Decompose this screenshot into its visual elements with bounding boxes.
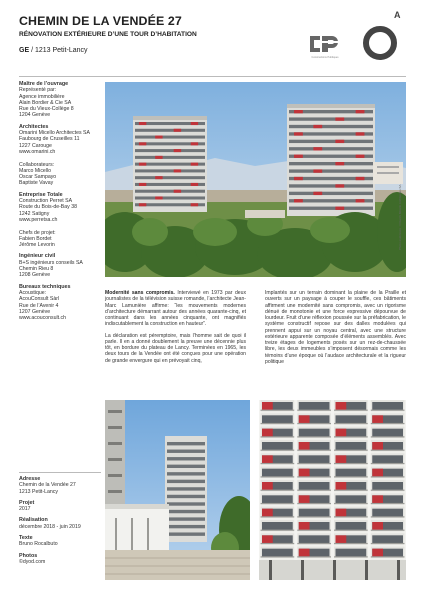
footer-heading: Adresse bbox=[19, 476, 41, 482]
constructions-publiques-logo bbox=[308, 32, 342, 62]
sidebar-block bbox=[19, 284, 101, 322]
sidebar-heading: Entreprise Totale bbox=[19, 191, 63, 198]
paragraph: Implantés sur un terrain dominant la plaine de la Praille et ouverts sur un paysage à couper le souffle, ces bâtiments affirment une modernité sans compromis, avec un rigorisme dénué de monotonie et une force expressive dépourvue de lourdeur. Fruit d’une réflexion poussée sur la préfabrication, le système constructif repose sur des dalles modulées qui prennent appui sur un noyau central, avec une structure extérieure apparente composée d’éléments assemblés. Avec treize étages de logements posés sur un rez-de-chaussée libre, les deux immeubles s’imposent désormais comme les témoins d’une époque où l’audace architecturale et la rigueur politique bbox=[265, 290, 406, 365]
sidebar-line: 1204 Genève bbox=[19, 112, 51, 119]
a-letter: A bbox=[394, 10, 401, 20]
page-subtitle: RÉNOVATION EXTÉRIEURE D’UNE TOUR D’HABITATION bbox=[19, 31, 197, 38]
sidebar-heading: Ingénieur civil bbox=[19, 253, 56, 260]
header bbox=[19, 14, 319, 54]
cp-caption: Constructions Publiques bbox=[311, 56, 339, 59]
sidebar-line: www.perretsa.ch bbox=[19, 216, 58, 223]
footer-block bbox=[19, 517, 101, 530]
architecture-logo bbox=[362, 10, 408, 62]
footer-block bbox=[19, 553, 101, 566]
sidebar-block bbox=[19, 81, 101, 119]
lead-in: Modernité sans compromis. bbox=[105, 290, 175, 296]
project-info-footer bbox=[19, 472, 101, 570]
sidebar-line: Oscar Sampayo bbox=[19, 174, 57, 181]
sidebar-line: B+S ingénieurs conseils SA bbox=[19, 259, 83, 266]
sidebar-line: 1227 Carouge bbox=[19, 142, 52, 149]
footer-block bbox=[19, 476, 101, 495]
canton: GE bbox=[19, 47, 30, 54]
text-column-2 bbox=[265, 290, 406, 370]
location bbox=[19, 47, 319, 54]
credits-sidebar bbox=[19, 81, 101, 326]
sidebar-line: Baptiste Vavay bbox=[19, 180, 54, 187]
sidebar-line: www.omarini.ch bbox=[19, 148, 56, 155]
footer-line: décembre 2018 - juin 2019 bbox=[19, 523, 81, 530]
footer-block bbox=[19, 500, 101, 513]
sidebar-block bbox=[19, 124, 101, 187]
footer-line: ©dyod.com bbox=[19, 558, 46, 565]
sidebar-line: www.acouconsult.ch bbox=[19, 315, 66, 322]
footer-heading: Photos bbox=[19, 552, 38, 559]
sidebar-line: Acoustique: bbox=[19, 289, 47, 296]
sidebar-line: Fabien Bordet bbox=[19, 235, 52, 242]
footer-divider bbox=[19, 472, 101, 473]
paragraph: Modernité sans compromis. Interviewé en 1973 par deux journalistes de la télévision suisse romande, l’architecte Jean-Marc Lamunière affirme: “les mouvements modernes d’architecture démarrant autour des années quarante-cinq, et continuant dans les années cinquante, ont magnifiés indiscutablement la construction en hauteur”. bbox=[105, 290, 246, 328]
photo-credit: Photo extérieure : Omarini Micello Architectes SA bbox=[398, 184, 402, 250]
sidebar-line: Représenté par: bbox=[19, 87, 57, 94]
sidebar-block bbox=[19, 192, 101, 249]
footer-heading: Réalisation bbox=[19, 517, 48, 524]
sidebar-line: Collaborateurs: bbox=[19, 161, 55, 168]
sidebar-line: 1208 Genève bbox=[19, 272, 51, 279]
top-divider bbox=[19, 76, 406, 77]
facade-detail-illustration bbox=[259, 400, 406, 580]
sidebar-line: Marco Micello bbox=[19, 167, 51, 174]
sidebar-line: Chemin Rieu 8 bbox=[19, 266, 54, 273]
sidebar-line: Jérôme Levorin bbox=[19, 242, 55, 249]
cp-logo-icon bbox=[308, 32, 342, 56]
tower-ground-photo bbox=[105, 400, 250, 580]
sidebar-line: 1242 Satigny bbox=[19, 210, 50, 217]
sidebar-line: Faubourg de Cruseilles 11 bbox=[19, 136, 80, 143]
sidebar-line: Construction Perret SA bbox=[19, 198, 73, 205]
page-title: CHEMIN DE LA VENDÉE 27 bbox=[19, 14, 182, 28]
footer-line: 1213 Petit-Lancy bbox=[19, 488, 58, 495]
ring-icon bbox=[363, 26, 397, 60]
sidebar-line: Agence immobilière bbox=[19, 93, 65, 100]
sidebar-line: Rue de l’Avenir 4 bbox=[19, 302, 59, 309]
footer-line: 2017 bbox=[19, 506, 31, 513]
sidebar-line: Omarini Micello Architectes SA bbox=[19, 130, 90, 137]
sidebar-line: Alain Bordier & Cie SA bbox=[19, 99, 72, 106]
footer-heading: Projet bbox=[19, 499, 35, 506]
sidebar-line: Rue du Vieux-Collège 8 bbox=[19, 106, 74, 113]
facade-detail-photo bbox=[259, 400, 406, 580]
locality: / 1213 Petit-Lancy bbox=[31, 47, 88, 54]
towers-aerial-illustration bbox=[105, 82, 406, 277]
sidebar-heading: Architectes bbox=[19, 123, 49, 130]
sidebar-line: Chefs de projet: bbox=[19, 229, 56, 236]
footer-line: Chemin de la Vendée 27 bbox=[19, 482, 76, 489]
paragraph: La déclaration est péremptoire, mais l’homme sait de quoi il parle. Il en a donné doublement la preuve une décennie plus tôt, en bordure du plateau de Lancy. Terminées en 1965, les deux tours de la Vendée ont été conçues pour une opération de grande envergure qui en prévoyait cinq, bbox=[105, 332, 246, 364]
sidebar-line: 1207 Genève bbox=[19, 308, 51, 315]
footer-heading: Texte bbox=[19, 535, 33, 542]
sidebar-line: AcouConsult Sàrl bbox=[19, 296, 60, 303]
sidebar-line: Route du Bois-de-Bay 38 bbox=[19, 204, 77, 211]
sidebar-block bbox=[19, 253, 101, 278]
tower-ground-illustration bbox=[105, 400, 250, 580]
sidebar-heading: Bureaux techniques bbox=[19, 283, 71, 290]
main-photo bbox=[105, 82, 406, 277]
text-column-1 bbox=[105, 290, 246, 369]
sidebar-heading: Maître de l’ouvrage bbox=[19, 81, 69, 87]
footer-block bbox=[19, 535, 101, 548]
footer-line: Bruno Rocalbuto bbox=[19, 541, 58, 548]
